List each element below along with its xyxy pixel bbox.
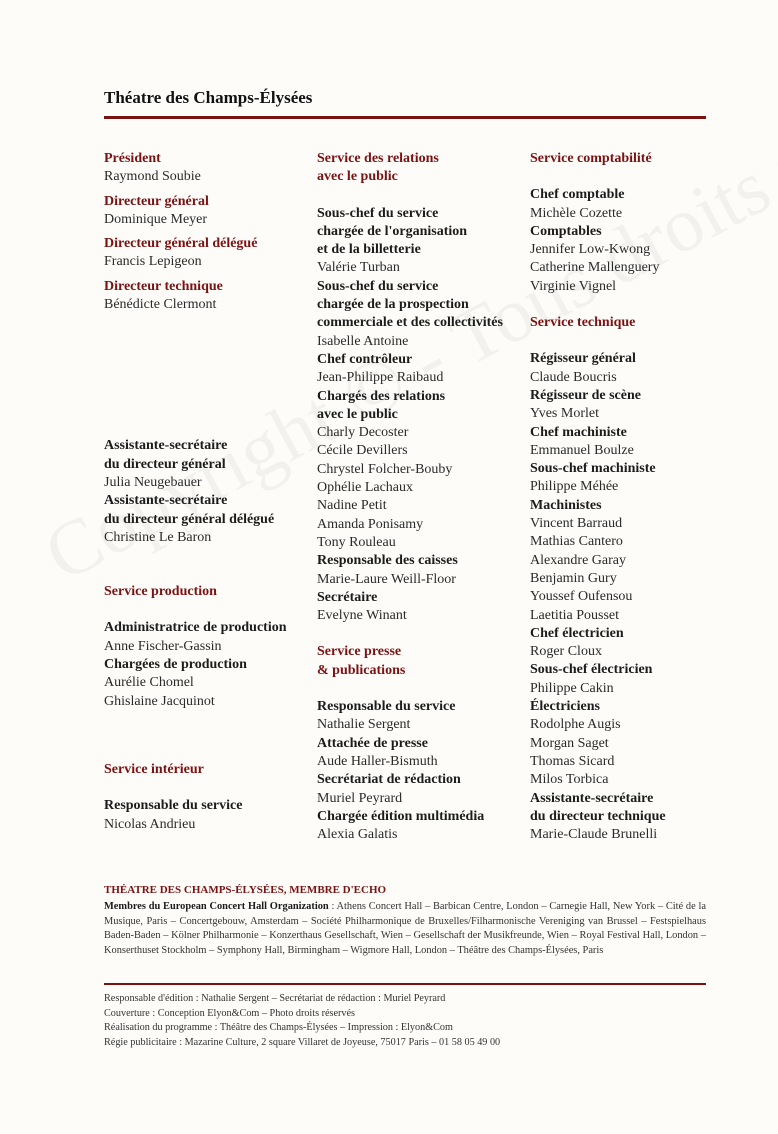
name-sous-chef-electricien: Philippe Cakin [530, 680, 614, 696]
bottom-rule [104, 983, 706, 985]
section-interieur: Service intérieur [104, 761, 204, 777]
echo-members-text [104, 900, 706, 958]
role-charges-relations-l2: avec le public [317, 406, 398, 422]
echo-lead: Membres du European Concert Hall Organization [104, 901, 329, 912]
role-assistante-dg: Assistante-secrétaire [104, 438, 228, 454]
role-administratrice-production: Administratrice de production [104, 620, 287, 636]
role-sous-chef-machiniste: Sous-chef machiniste [530, 461, 656, 477]
name-charge-relations: Tony Rouleau [317, 534, 396, 550]
role-responsable-caisses: Responsable des caisses [317, 553, 458, 569]
name-assistante-technique: Marie-Claude Brunelli [530, 827, 658, 843]
role-president: Président [104, 151, 161, 166]
credit-line: Réalisation du programme : Théâtre des Champs-Élysées – Impression : Elyon&Com [104, 1022, 453, 1033]
role-machinistes: Machinistes [530, 497, 602, 513]
role-chargees-production: Chargées de production [104, 657, 247, 673]
name-machiniste: Youssef Oufensou [530, 589, 633, 605]
section-relations-public: Service des relations [317, 151, 439, 166]
role-assistante-dgd-l2: du directeur général délégué [104, 511, 275, 527]
role-comptables: Comptables [530, 223, 602, 239]
credit-line: Responsable d'édition : Nathalie Sergent – Secrétariat de rédaction : Muriel Peyrard [104, 993, 446, 1004]
role-chargee-multimedia: Chargée édition multimédia [317, 808, 485, 824]
role-chef-machiniste: Chef machiniste [530, 424, 627, 440]
role-assistante-technique: Assistante-secrétaire [530, 790, 654, 806]
role-responsable-interieur: Responsable du service [104, 798, 243, 814]
role-chef-comptable: Chef comptable [530, 187, 625, 203]
name-secretariat-redaction: Muriel Peyrard [317, 790, 403, 806]
column-direction [104, 150, 304, 834]
role-regisseur-general: Régisseur général [530, 351, 636, 367]
role-sous-chef-prospection: Sous-chef du service [317, 278, 439, 294]
credit-line: Régie publicitaire : Mazarine Culture, 2 square Villaret de Joyeuse, 75017 Paris – 01 58 05 49 00 [104, 1036, 501, 1048]
role-secretariat-redaction: Secrétariat de rédaction [317, 772, 461, 788]
name-responsable-caisses: Marie-Laure Weill-Floor [317, 571, 456, 587]
name-charge-relations: Chrystel Folcher-Bouby [317, 461, 453, 477]
name-charge-relations: Charly Decoster [317, 425, 409, 441]
role-secretaire: Secrétaire [317, 589, 378, 605]
name-chargee-production: Aurélie Chomel [104, 675, 194, 691]
name-sous-chef-billetterie: Valérie Turban [317, 260, 400, 276]
role-sous-chef-prospection-l3: commerciale et des collectivités [317, 315, 503, 331]
name-assistante-dg: Julia Neugebauer [104, 474, 202, 490]
column-relations-public [317, 150, 522, 844]
role-attachee-presse: Attachée de presse [317, 735, 428, 751]
name-sous-chef-machiniste: Philippe Méhée [530, 479, 619, 495]
name-regisseur-scene: Yves Morlet [530, 406, 599, 422]
name-charge-relations: Cécile Devillers [317, 443, 408, 459]
name-comptable: Catherine Mallenguery [530, 260, 660, 276]
name-machiniste: Benjamin Gury [530, 570, 617, 586]
credits [104, 992, 706, 1050]
section-production: Service production [104, 584, 217, 600]
section-presse-l2: & publications [317, 662, 406, 678]
name-electricien: Morgan Saget [530, 735, 609, 751]
name-comptable: Jennifer Low-Kwong [530, 242, 651, 258]
role-chef-controleur: Chef contrôleur [317, 351, 413, 367]
name-machiniste: Vincent Barraud [530, 516, 623, 532]
role-sous-chef-billetterie: Sous-chef du service [317, 205, 439, 221]
name-charge-relations: Amanda Ponisamy [317, 516, 424, 532]
section-technique: Service technique [530, 315, 636, 331]
echo-members-list: : Athens Concert Hall – Barbican Centre, London – Carnegie Hall, New York – Cité de la Musique, Paris – Concertgebouw, Amsterdam – Société Philharmonique de Bruxelles/Filharmonische Vereniging van Brussel – Festspielhaus Baden-Baden – Kölner Philharmonie – Konzerthaus Gesellschaft, Wien – Gesellschaft der Musikfreunde, Wien – Royal Festival Hall, London – Konserthuset Stockholm – Symphony Hall, Birmingham – Wigmore Hall, London – Théâtre des Champs-Élysées, Paris [104, 901, 706, 956]
name-chargee-multimedia: Alexia Galatis [317, 827, 398, 843]
name-assistante-dgd: Christine Le Baron [104, 529, 212, 545]
name-administratrice-production: Anne Fischer-Gassin [104, 638, 222, 654]
name-chef-comptable: Michèle Cozette [530, 205, 623, 221]
name-electricien: Rodolphe Augis [530, 717, 621, 733]
page-title: Théatre des Champs-Élysées [104, 88, 313, 107]
name-chef-electricien: Roger Cloux [530, 644, 602, 660]
name-machiniste: Mathias Cantero [530, 534, 623, 550]
title-rule [104, 116, 706, 119]
section-relations-public-l2: avec le public [317, 169, 398, 185]
role-chef-electricien: Chef électricien [530, 625, 624, 641]
name-president: Raymond Soubie [104, 169, 201, 185]
name-charge-relations: Nadine Petit [317, 498, 387, 514]
credit-line: Couverture : Conception Elyon&Com – Photo droits réservés [104, 1007, 355, 1019]
name-machiniste: Alexandre Garay [530, 552, 627, 568]
section-comptabilite: Service comptabilité [530, 151, 652, 166]
role-assistante-dg-l2: du directeur général [104, 456, 226, 472]
role-responsable-presse: Responsable du service [317, 699, 456, 715]
name-secretaire: Evelyne Winant [317, 608, 407, 624]
role-directeur-technique: Directeur technique [104, 278, 223, 294]
role-assistante-technique-l2: du directeur technique [530, 808, 666, 824]
role-regisseur-scene: Régisseur de scène [530, 387, 641, 403]
name-chef-controleur: Jean-Philippe Raibaud [317, 370, 444, 386]
name-electricien: Milos Torbica [530, 772, 609, 788]
name-electricien: Thomas Sicard [530, 753, 615, 769]
name-responsable-presse: Nathalie Sergent [317, 717, 411, 733]
name-responsable-interieur: Nicolas Andrieu [104, 816, 196, 832]
role-sous-chef-prospection-l2: chargée de la prospection [317, 297, 469, 313]
name-regisseur-general: Claude Boucris [530, 369, 617, 385]
role-directeur-general: Directeur général [104, 193, 209, 209]
role-electriciens: Électriciens [530, 699, 600, 715]
role-directeur-general-delegue: Directeur général délégué [104, 236, 258, 252]
section-presse: Service presse [317, 644, 402, 660]
echo-title: THÉATRE DES CHAMPS-ÉLYSÉES, MEMBRE D'ECHO [104, 884, 387, 896]
name-attachee-presse: Aude Haller-Bismuth [317, 753, 438, 769]
name-chef-machiniste: Emmanuel Boulze [530, 442, 634, 458]
role-assistante-dgd: Assistante-secrétaire [104, 493, 228, 509]
name-charge-relations: Ophélie Lachaux [317, 480, 414, 496]
role-sous-chef-billetterie-l2: chargée de l'organisation [317, 223, 468, 239]
name-directeur-general-delegue: Francis Lepigeon [104, 254, 202, 270]
role-sous-chef-electricien: Sous-chef électricien [530, 662, 653, 678]
name-sous-chef-prospection: Isabelle Antoine [317, 333, 409, 349]
role-charges-relations: Chargés des relations [317, 388, 446, 404]
name-machiniste: Laetitia Pousset [530, 607, 620, 623]
column-comptabilite-technique [530, 150, 720, 844]
name-directeur-general: Dominique Meyer [104, 211, 208, 227]
name-directeur-technique: Bénédicte Clermont [104, 297, 217, 313]
name-comptable: Virginie Vignel [530, 278, 617, 294]
role-sous-chef-billetterie-l3: et de la billetterie [317, 242, 421, 258]
name-chargee-production: Ghislaine Jacquinot [104, 693, 215, 709]
